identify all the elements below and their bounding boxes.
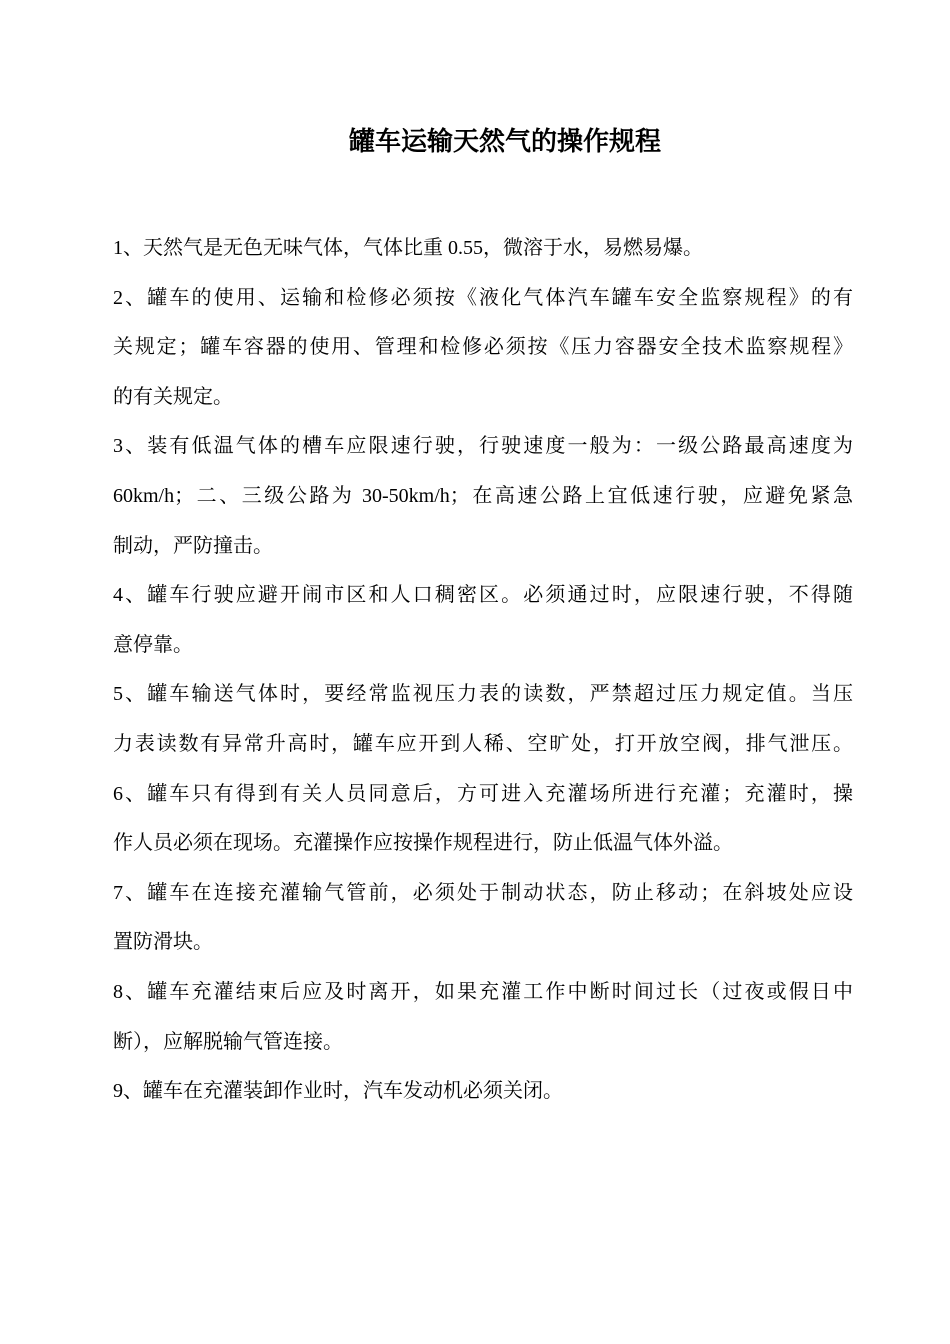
paragraph-line: 5、罐车输送气体时，要经常监视压力表的读数，严禁超过压力规定值。当压 bbox=[113, 683, 853, 706]
paragraph-6 bbox=[113, 770, 853, 869]
paragraph-2 bbox=[113, 274, 853, 423]
paragraph-line: 1、天然气是无色无味气体，气体比重 0.55，微溶于水，易燃易爆。 bbox=[113, 237, 703, 259]
paragraph-line: 作人员必须在现场。充灌操作应按操作规程进行，防止低温气体外溢。 bbox=[113, 832, 733, 855]
paragraph-line: 7、罐车在连接充灌输气管前，必须处于制动状态，防止移动；在斜坡处应设 bbox=[113, 881, 853, 904]
paragraph-line: 制动，严防撞击。 bbox=[113, 534, 273, 557]
paragraph-line: 4、罐车行驶应避开闹市区和人口稠密区。必须通过时，应限速行驶，不得随 bbox=[113, 584, 853, 607]
paragraph-5 bbox=[113, 670, 853, 769]
paragraph-1 bbox=[113, 224, 853, 274]
paragraph-9 bbox=[113, 1067, 853, 1117]
paragraph-line: 8、罐车充灌结束后应及时离开，如果充灌工作中断时间过长（过夜或假日中 bbox=[113, 980, 853, 1003]
paragraph-4 bbox=[113, 571, 853, 670]
paragraph-line: 的有关规定。 bbox=[113, 385, 233, 408]
paragraph-line: 3、装有低温气体的槽车应限速行驶，行驶速度一般为：一级公路最高速度为 bbox=[113, 435, 853, 458]
paragraph-line: 断），应解脱输气管连接。 bbox=[113, 1030, 343, 1053]
paragraph-line: 2、罐车的使用、运输和检修必须按《液化气体汽车罐车安全监察规程》的有 bbox=[113, 286, 853, 309]
paragraph-line: 60km/h；二、三级公路为 30-50km/h；在高速公路上宜低速行驶，应避免紧急 bbox=[113, 484, 853, 507]
paragraph-line: 力表读数有异常升高时，罐车应开到人稀、空旷处，打开放空阀，排气泄压。 bbox=[113, 732, 853, 755]
paragraph-3 bbox=[113, 422, 853, 571]
paragraph-line: 置防滑块。 bbox=[113, 931, 213, 954]
paragraph-7 bbox=[113, 869, 853, 968]
paragraph-8 bbox=[113, 968, 853, 1067]
document-body bbox=[113, 224, 853, 1117]
paragraph-line: 9、罐车在充灌装卸作业时，汽车发动机必须关闭。 bbox=[113, 1080, 563, 1103]
paragraph-line: 意停靠。 bbox=[113, 633, 193, 656]
document-title: 罐车运输天然气的操作规程 bbox=[348, 127, 661, 156]
paragraph-line: 6、罐车只有得到有关人员同意后，方可进入充灌场所进行充灌；充灌时，操 bbox=[113, 782, 853, 805]
paragraph-line: 关规定；罐车容器的使用、管理和检修必须按《压力容器安全技术监察规程》 bbox=[113, 336, 853, 359]
